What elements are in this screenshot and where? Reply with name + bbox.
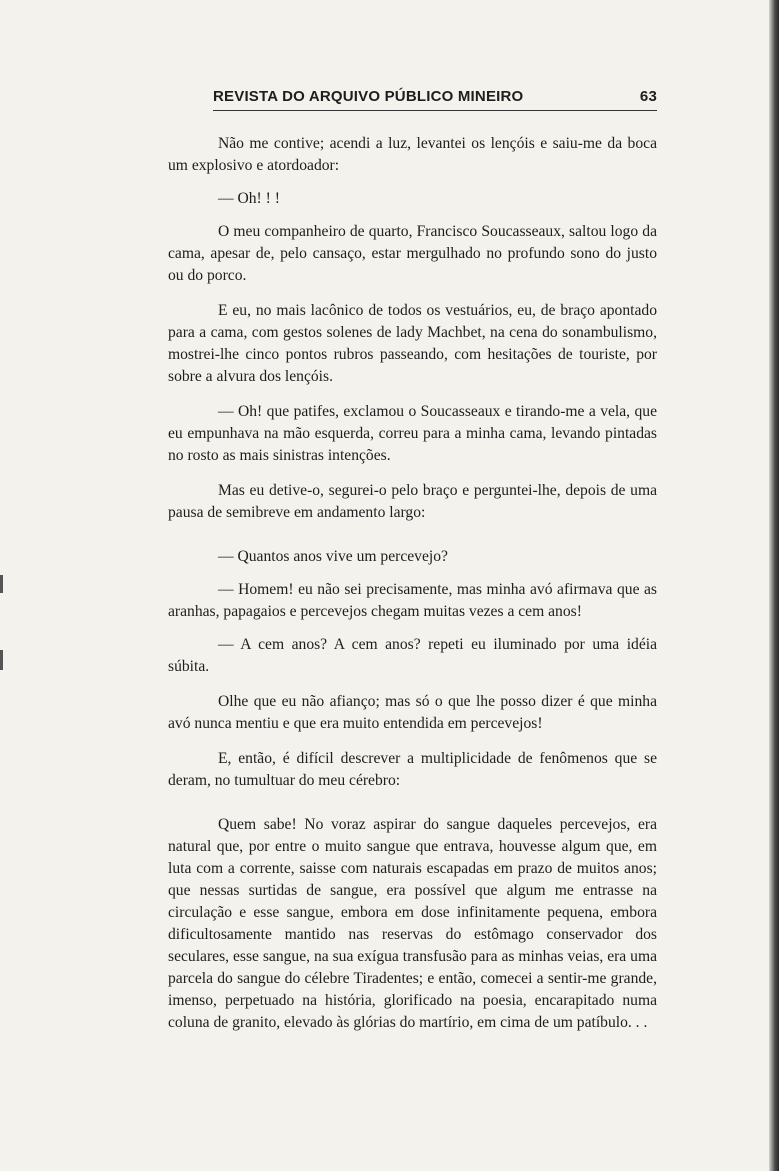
paragraph: E eu, no mais lacônico de todos os vestuários, eu, de braço apontado para a cama, com gestos solenes de lady Machbet, na cena do sonambulismo, mostrei-lhe cinco pontos rubros passeando, com hesitações de touriste, por sobre a alvura dos lençóis. <box>168 302 657 385</box>
paragraph: Olhe que eu não afianço; mas só o que lhe posso dizer é que minha avó nunca mentiu e que era muito entendida em percevejos! <box>168 693 657 732</box>
margin-mark <box>0 575 3 593</box>
margin-mark <box>0 650 3 670</box>
paragraph: — Quantos anos vive um percevejo? <box>218 548 448 565</box>
paragraph: Mas eu detive-o, segurei-o pelo braço e perguntei-lhe, depois de uma pausa de semibreve em andamento largo: <box>168 482 657 521</box>
running-header <box>213 88 657 111</box>
paragraph: — Oh! ! ! <box>218 190 280 207</box>
body-text <box>168 133 657 1034</box>
paragraph: Quem sabe! No voraz aspirar do sangue daqueles percevejos, era natural que, por entre o muito sangue que entrava, houvesse algum que, em luta com a corrente, saisse com naturais escapadas em prazo de muitos anos; que nessas surtidas de sangue, era possível que algum me entrasse na circulação e esse sangue, embora em dose infinitamente pequena, embora dificultosamente mantido nas reservas do estômago conservador dos seculares, esse sangue, na sua exígua transfusão para as minhas veias, era uma parcela do sangue do célebre Tiradentes; e então, comecei a sentir-me grande, imenso, perpetuado na história, glorificado na poesia, encarapitado numa coluna de granito, elevado às glórias do martírio, em cima de um patíbulo. . . <box>168 816 657 1031</box>
paragraph: O meu companheiro de quarto, Francisco Soucasseaux, saltou logo da cama, apesar de, pelo cansaço, estar mergulhado no profundo sono do justo ou do porco. <box>168 223 657 284</box>
paragraph: — Oh! que patifes, exclamou o Soucasseaux e tirando-me a vela, que eu empunhava na mão esquerda, correu para a minha cama, levando pintadas no rosto as mais sinistras intenções. <box>168 403 657 464</box>
running-title: REVISTA DO ARQUIVO PÚBLICO MINEIRO <box>213 88 524 105</box>
paragraph: E, então, é difícil descrever a multiplicidade de fenômenos que se deram, no tumultuar do meu cérebro: <box>168 750 657 789</box>
page-edge <box>769 0 779 1171</box>
paragraph: Não me contive; acendi a luz, levantei os lençóis e saiu-me da boca um explosivo e atordoador: <box>168 135 657 174</box>
paragraph: — A cem anos? A cem anos? repeti eu iluminado por uma idéia súbita. <box>168 636 657 675</box>
page-number: 63 <box>639 88 657 105</box>
paragraph: — Homem! eu não sei precisamente, mas minha avó afirmava que as aranhas, papagaios e percevejos chegam muitas vezes a cem anos! <box>168 581 657 620</box>
